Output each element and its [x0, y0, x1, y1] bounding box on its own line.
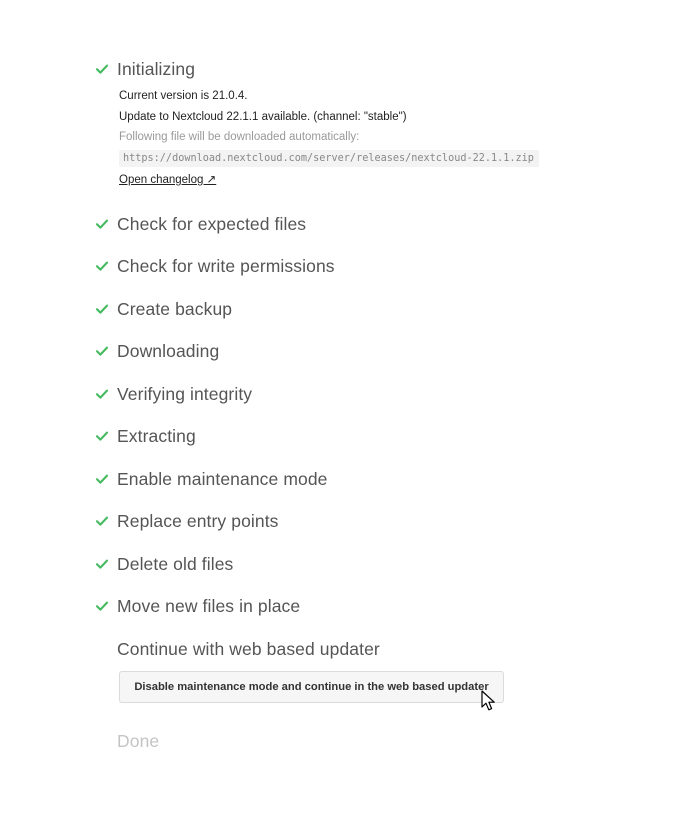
- step-title: Verifying integrity: [117, 383, 253, 404]
- check-icon: [95, 302, 109, 316]
- download-url: https://download.nextcloud.com/server/releases/nextcloud-22.1.1.zip: [119, 150, 539, 167]
- step-title: Create backup: [117, 298, 233, 319]
- update-available-text: Update to Nextcloud 22.1.1 available. (channel: "stable"): [119, 111, 407, 123]
- step-check-write-permissions: [95, 254, 335, 278]
- mouse-pointer-icon: [481, 690, 497, 712]
- step-replace-entry-points: [95, 509, 279, 533]
- step-title: Replace entry points: [117, 510, 279, 531]
- step-title: Continue with web based updater: [117, 638, 380, 659]
- step-create-backup: [95, 297, 232, 321]
- step-done: [117, 729, 159, 753]
- step-initializing: [95, 57, 195, 81]
- step-continue-web-updater: [117, 637, 380, 661]
- step-verifying-integrity: [95, 382, 252, 406]
- check-icon: [95, 429, 109, 443]
- step-delete-old-files: [95, 552, 233, 576]
- check-icon: [95, 217, 109, 231]
- step-title: Downloading: [117, 340, 220, 361]
- step-title: Enable maintenance mode: [117, 468, 328, 489]
- step-downloading: [95, 339, 219, 363]
- download-notice-text: Following file will be downloaded automatically:: [119, 131, 360, 143]
- step-check-expected-files: [95, 212, 306, 236]
- open-changelog-link[interactable]: Open changelog ↗: [119, 174, 217, 186]
- check-icon: [95, 344, 109, 358]
- step-title: Move new files in place: [117, 595, 301, 616]
- step-title: Check for expected files: [117, 213, 307, 234]
- disable-maintenance-continue-button[interactable]: Disable maintenance mode and continue in the web based updater: [119, 671, 504, 703]
- check-icon: [95, 259, 109, 273]
- step-extracting: [95, 424, 196, 448]
- check-icon: [95, 514, 109, 528]
- step-title: Done: [117, 730, 160, 751]
- check-icon: [95, 387, 109, 401]
- check-icon: [95, 599, 109, 613]
- check-icon: [95, 557, 109, 571]
- step-enable-maintenance-mode: [95, 467, 328, 491]
- step-title: Initializing: [117, 58, 196, 79]
- step-title: Extracting: [117, 425, 196, 446]
- current-version-text: Current version is 21.0.4.: [119, 90, 248, 102]
- check-icon: [95, 62, 109, 76]
- step-title: Check for write permissions: [117, 255, 335, 276]
- check-icon: [95, 472, 109, 486]
- step-title: Delete old files: [117, 553, 234, 574]
- step-move-new-files: [95, 594, 300, 618]
